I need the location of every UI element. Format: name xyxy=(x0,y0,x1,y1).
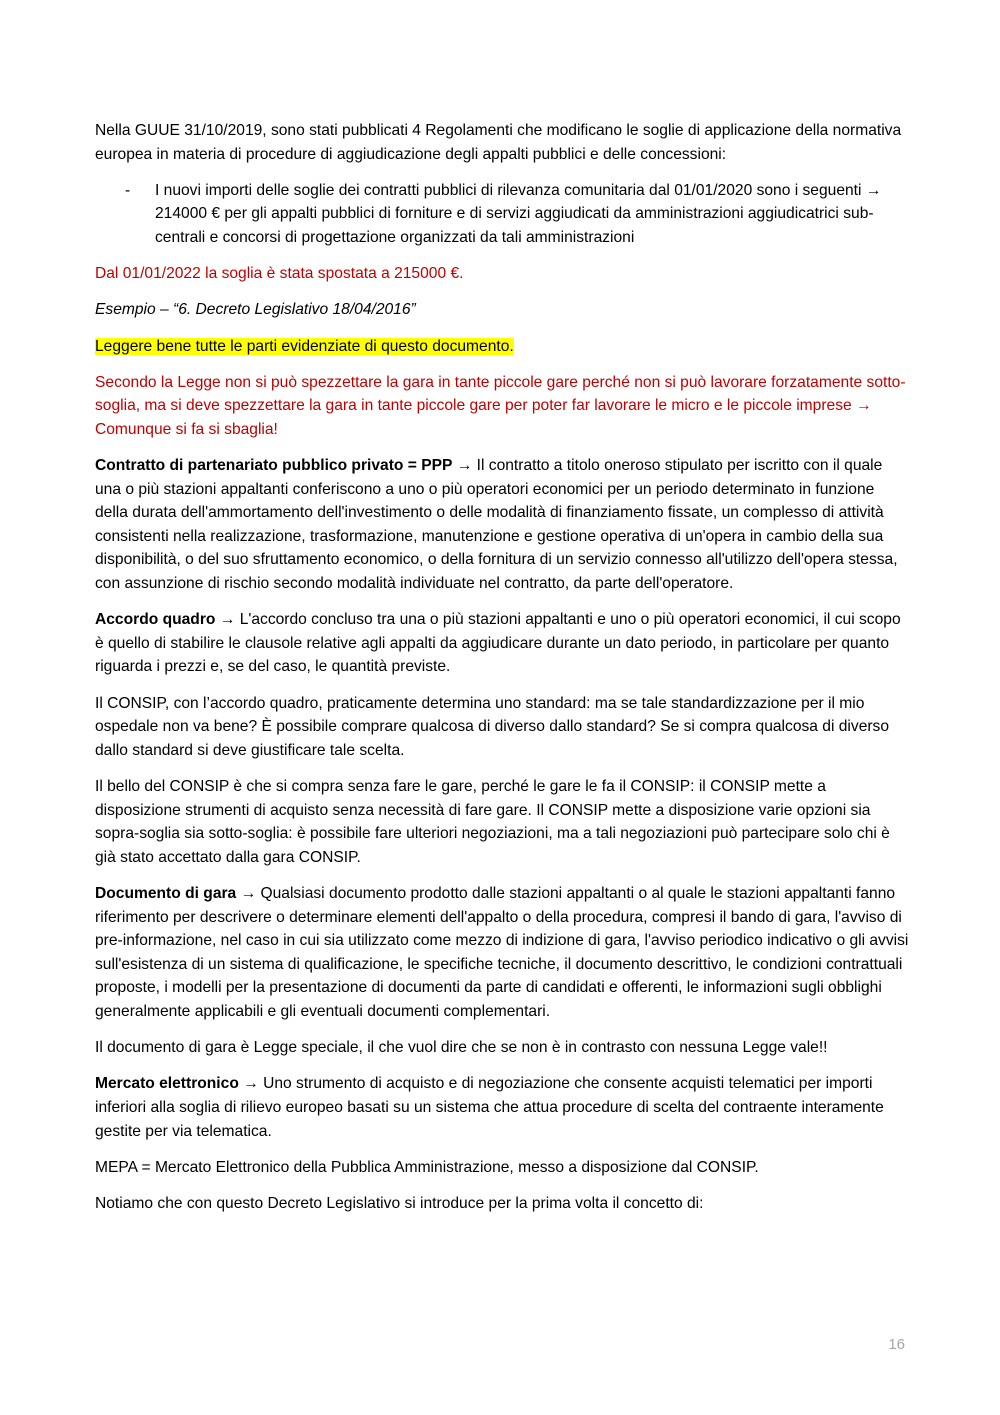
tender-document-note: Il documento di gara è Legge speciale, il che vuol dire che se non è in contrasto con nessuna Legge vale!! xyxy=(95,1039,828,1057)
highlighted-instruction: Leggere bene tutte le parti evidenziate di questo documento. xyxy=(95,337,514,355)
framework-agreement-definition xyxy=(95,608,910,679)
intro-paragraph: Nella GUUE 31/10/2019, sono stati pubblicati 4 Regolamenti che modificano le soglie di applicazione della normativa europea in materia di procedure di aggiudicazione degli appalti pubblici e delle concessioni: xyxy=(95,122,902,163)
ppp-term: Contratto di partenariato pubblico privato = PPP xyxy=(95,457,453,475)
tender-document-definition xyxy=(95,882,910,1024)
electronic-market-text: → Uno strumento di acquisto e di negoziazione che consente acquisti telematici per importi inferiori alla soglia di rilievo europeo basati su un sistema che attua procedure di scelta del contraente interamente gestite per via telematica. xyxy=(95,1075,884,1140)
threshold-update-note: Dal 01/01/2022 la soglia è stata spostata a 215000 €. xyxy=(95,265,464,283)
threshold-list-text: I nuovi importi delle soglie dei contratti pubblici di rilevanza comunitaria dal 01/01/2020 sono i seguenti → 214000 € per gli appalti pubblici di forniture e di servizi aggiudicati da amministrazioni aggiudicatrici sub-centrali e concorsi di progettazione organizzati da tali amministrazioni xyxy=(155,181,882,246)
framework-agreement-text: → L'accordo concluso tra una o più stazioni appaltanti e uno o più operatori economici, il cui scopo è quello di stabilire le clausole relative agli appalti da aggiudicare durante un dato periodo, in particolare per quanto riguarda i prezzi e, se del caso, le quantità previste. xyxy=(95,611,901,676)
split-tender-note: Secondo la Legge non si può spezzettare la gara in tante piccole gare perché non si può lavorare forzatamente sotto-soglia, ma si deve spezzettare la gara in tante piccole gare per poter far lavorare le micro e le piccole imprese → Comunque si fa si sbaglia! xyxy=(95,373,906,438)
ppp-definition-text: → Il contratto a titolo oneroso stipulato per iscritto con il quale una o più stazioni appaltanti conferiscono a uno o più operatori economici per un periodo determinato in funzione della durata dell'ammortamento dell'investimento o delle modalità di finanziamento fissate, un complesso di attività consistenti nella realizzazione, trasformazione, manutenzione e gestione operativa di un'opera in cambio della sua disponibilità, o del suo sfruttamento economico, o della fornitura di un servizio connesso all'utilizzo dell'opera stessa, con assunzione di rischio secondo modalità individuate nel contratto, da parte dell'operatore. xyxy=(95,457,898,593)
tender-document-text: → Qualsiasi documento prodotto dalle stazioni appaltanti o al quale le stazioni appaltanti fanno riferimento per descrivere o determinare elementi dell'appalto o della procedura, compresi il bando di gara, l'avviso di pre-informazione, nel caso in cui sia utilizzato come mezzo di indizione di gara, l'avviso periodico indicativo o gli avvisi sull'esistenza di un sistema di qualificazione, le specifiche tecniche, il documento descrittivo, le condizioni contrattuali proposte, i modelli per la presentazione di documenti da parte di candidati e offerenti, le informazioni sugli obblighi generalmente applicabili e gli eventuali documenti complementari. xyxy=(95,884,909,1020)
list-bullet-marker: - xyxy=(125,181,131,199)
consip-standard-paragraph: Il CONSIP, con l’accordo quadro, praticamente determina uno standard: ma se tale standardizzazione per il mio ospedale non va bene? È possibile comprare qualcosa di diverso dallo standard? Se si compra qualcosa di diverso dallo standard si deve giustificare tale scelta. xyxy=(95,694,890,759)
highlight-note-paragraph xyxy=(95,335,910,359)
ppp-definition xyxy=(95,454,910,596)
tender-document-term: Documento di gara xyxy=(95,884,237,902)
page-number: 16 xyxy=(888,1336,905,1353)
framework-agreement-term: Accordo quadro xyxy=(95,611,216,629)
example-reference: Esempio – “6. Decreto Legislativo 18/04/2016” xyxy=(95,301,416,319)
threshold-list-item xyxy=(95,179,910,250)
document-body xyxy=(95,119,910,1228)
closing-paragraph: Notiamo che con questo Decreto Legislativo si introduce per la prima volta il concetto di: xyxy=(95,1194,704,1212)
consip-advantage-paragraph: Il bello del CONSIP è che si compra senza fare le gare, perché le gare le fa il CONSIP: il CONSIP mette a disposizione strumenti di acquisto senza necessità di fare gare. Il CONSIP mette a disposizione varie opzioni sia sopra-soglia sia sotto-soglia: è possibile fare ulteriori negoziazioni, ma a tali negoziazioni può partecipare solo chi è già stato accettato dalla gara CONSIP. xyxy=(95,778,890,866)
electronic-market-definition xyxy=(95,1072,910,1143)
mepa-paragraph: MEPA = Mercato Elettronico della Pubblica Amministrazione, messo a disposizione dal CONSIP. xyxy=(95,1158,759,1176)
electronic-market-term: Mercato elettronico xyxy=(95,1075,239,1093)
